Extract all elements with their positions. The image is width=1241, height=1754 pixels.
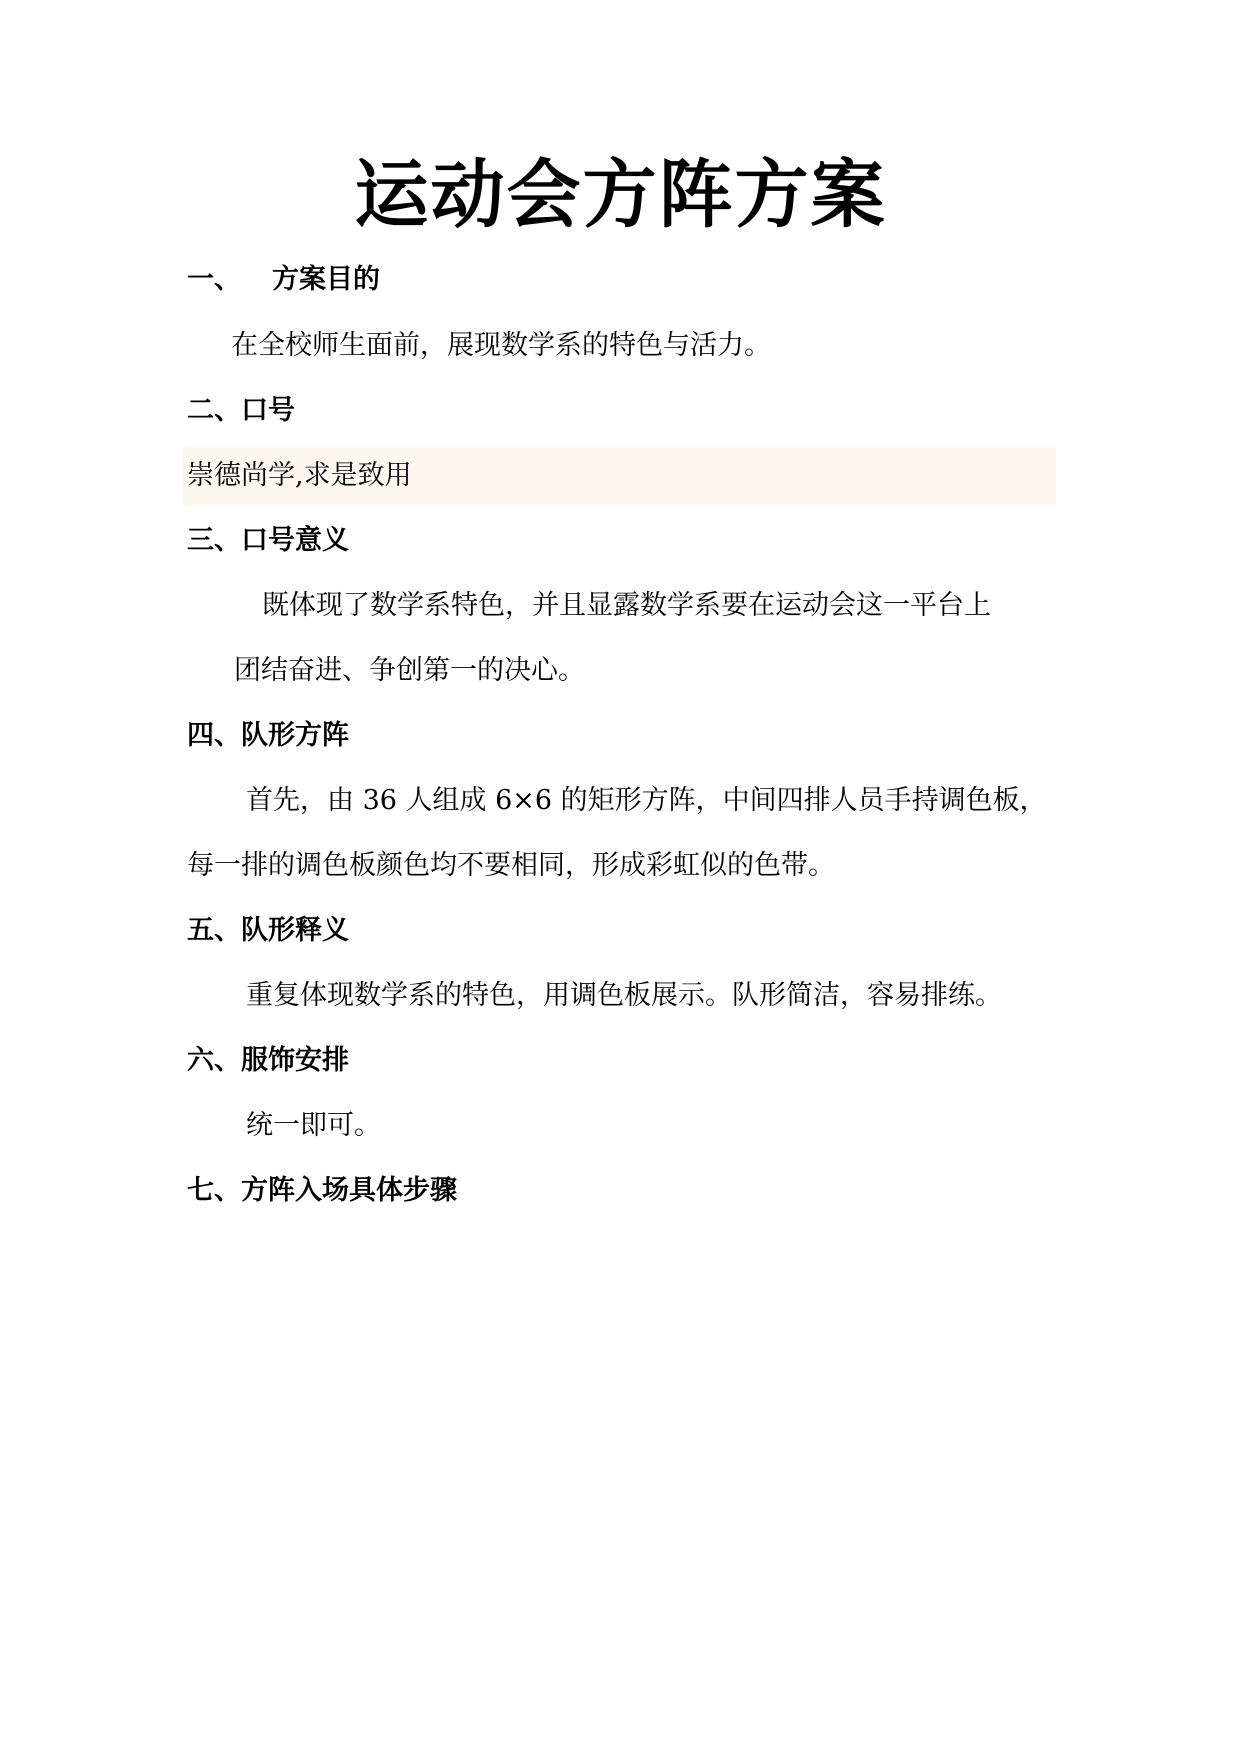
section-title: 口号意义 [241, 525, 349, 556]
section-paragraph: 首先，由 36 人组成 6×6 的矩形方阵，中间四排人员手持调色板， [246, 785, 1047, 816]
section-paragraph: 重复体现数学系的特色，用调色板展示。队形简洁，容易排练。 [246, 980, 1002, 1011]
section-heading-1 [187, 260, 380, 300]
section-number: 五、 [187, 915, 241, 946]
section-heading-4 [187, 716, 349, 756]
section-paragraph: 统一即可。 [246, 1110, 381, 1141]
section-paragraph: 在全校师生面前，展现数学系的特色与活力。 [231, 330, 771, 361]
section-paragraph: 每一排的调色板颜色均不要相同，形成彩虹似的色带。 [187, 850, 835, 881]
section-title: 队形释义 [241, 915, 349, 946]
section-heading-6 [187, 1041, 349, 1081]
slogan-text: 崇德尚学,求是致用 [187, 460, 412, 491]
section-paragraph: 既体现了数学系特色，并且显露数学系要在运动会这一平台上 [262, 590, 991, 621]
section-number: 一、 [187, 264, 241, 295]
section-title: 服饰安排 [241, 1045, 349, 1076]
section-title: 方案目的 [272, 264, 380, 295]
section-title: 方阵入场具体步骤 [241, 1175, 457, 1206]
section-paragraph: 团结奋进、争创第一的决心。 [234, 655, 585, 686]
section-number: 二、 [187, 395, 241, 426]
section-number: 四、 [187, 720, 241, 751]
section-number: 三、 [187, 525, 241, 556]
section-title: 队形方阵 [241, 720, 349, 751]
section-number: 七、 [187, 1175, 241, 1206]
section-number: 六、 [187, 1045, 241, 1076]
section-heading-5 [187, 911, 349, 951]
section-heading-2 [187, 391, 295, 431]
document-title: 运动会方阵方案 [354, 152, 887, 238]
section-heading-3 [187, 521, 349, 561]
section-heading-7 [187, 1171, 457, 1211]
section-title: 口号 [241, 395, 295, 426]
